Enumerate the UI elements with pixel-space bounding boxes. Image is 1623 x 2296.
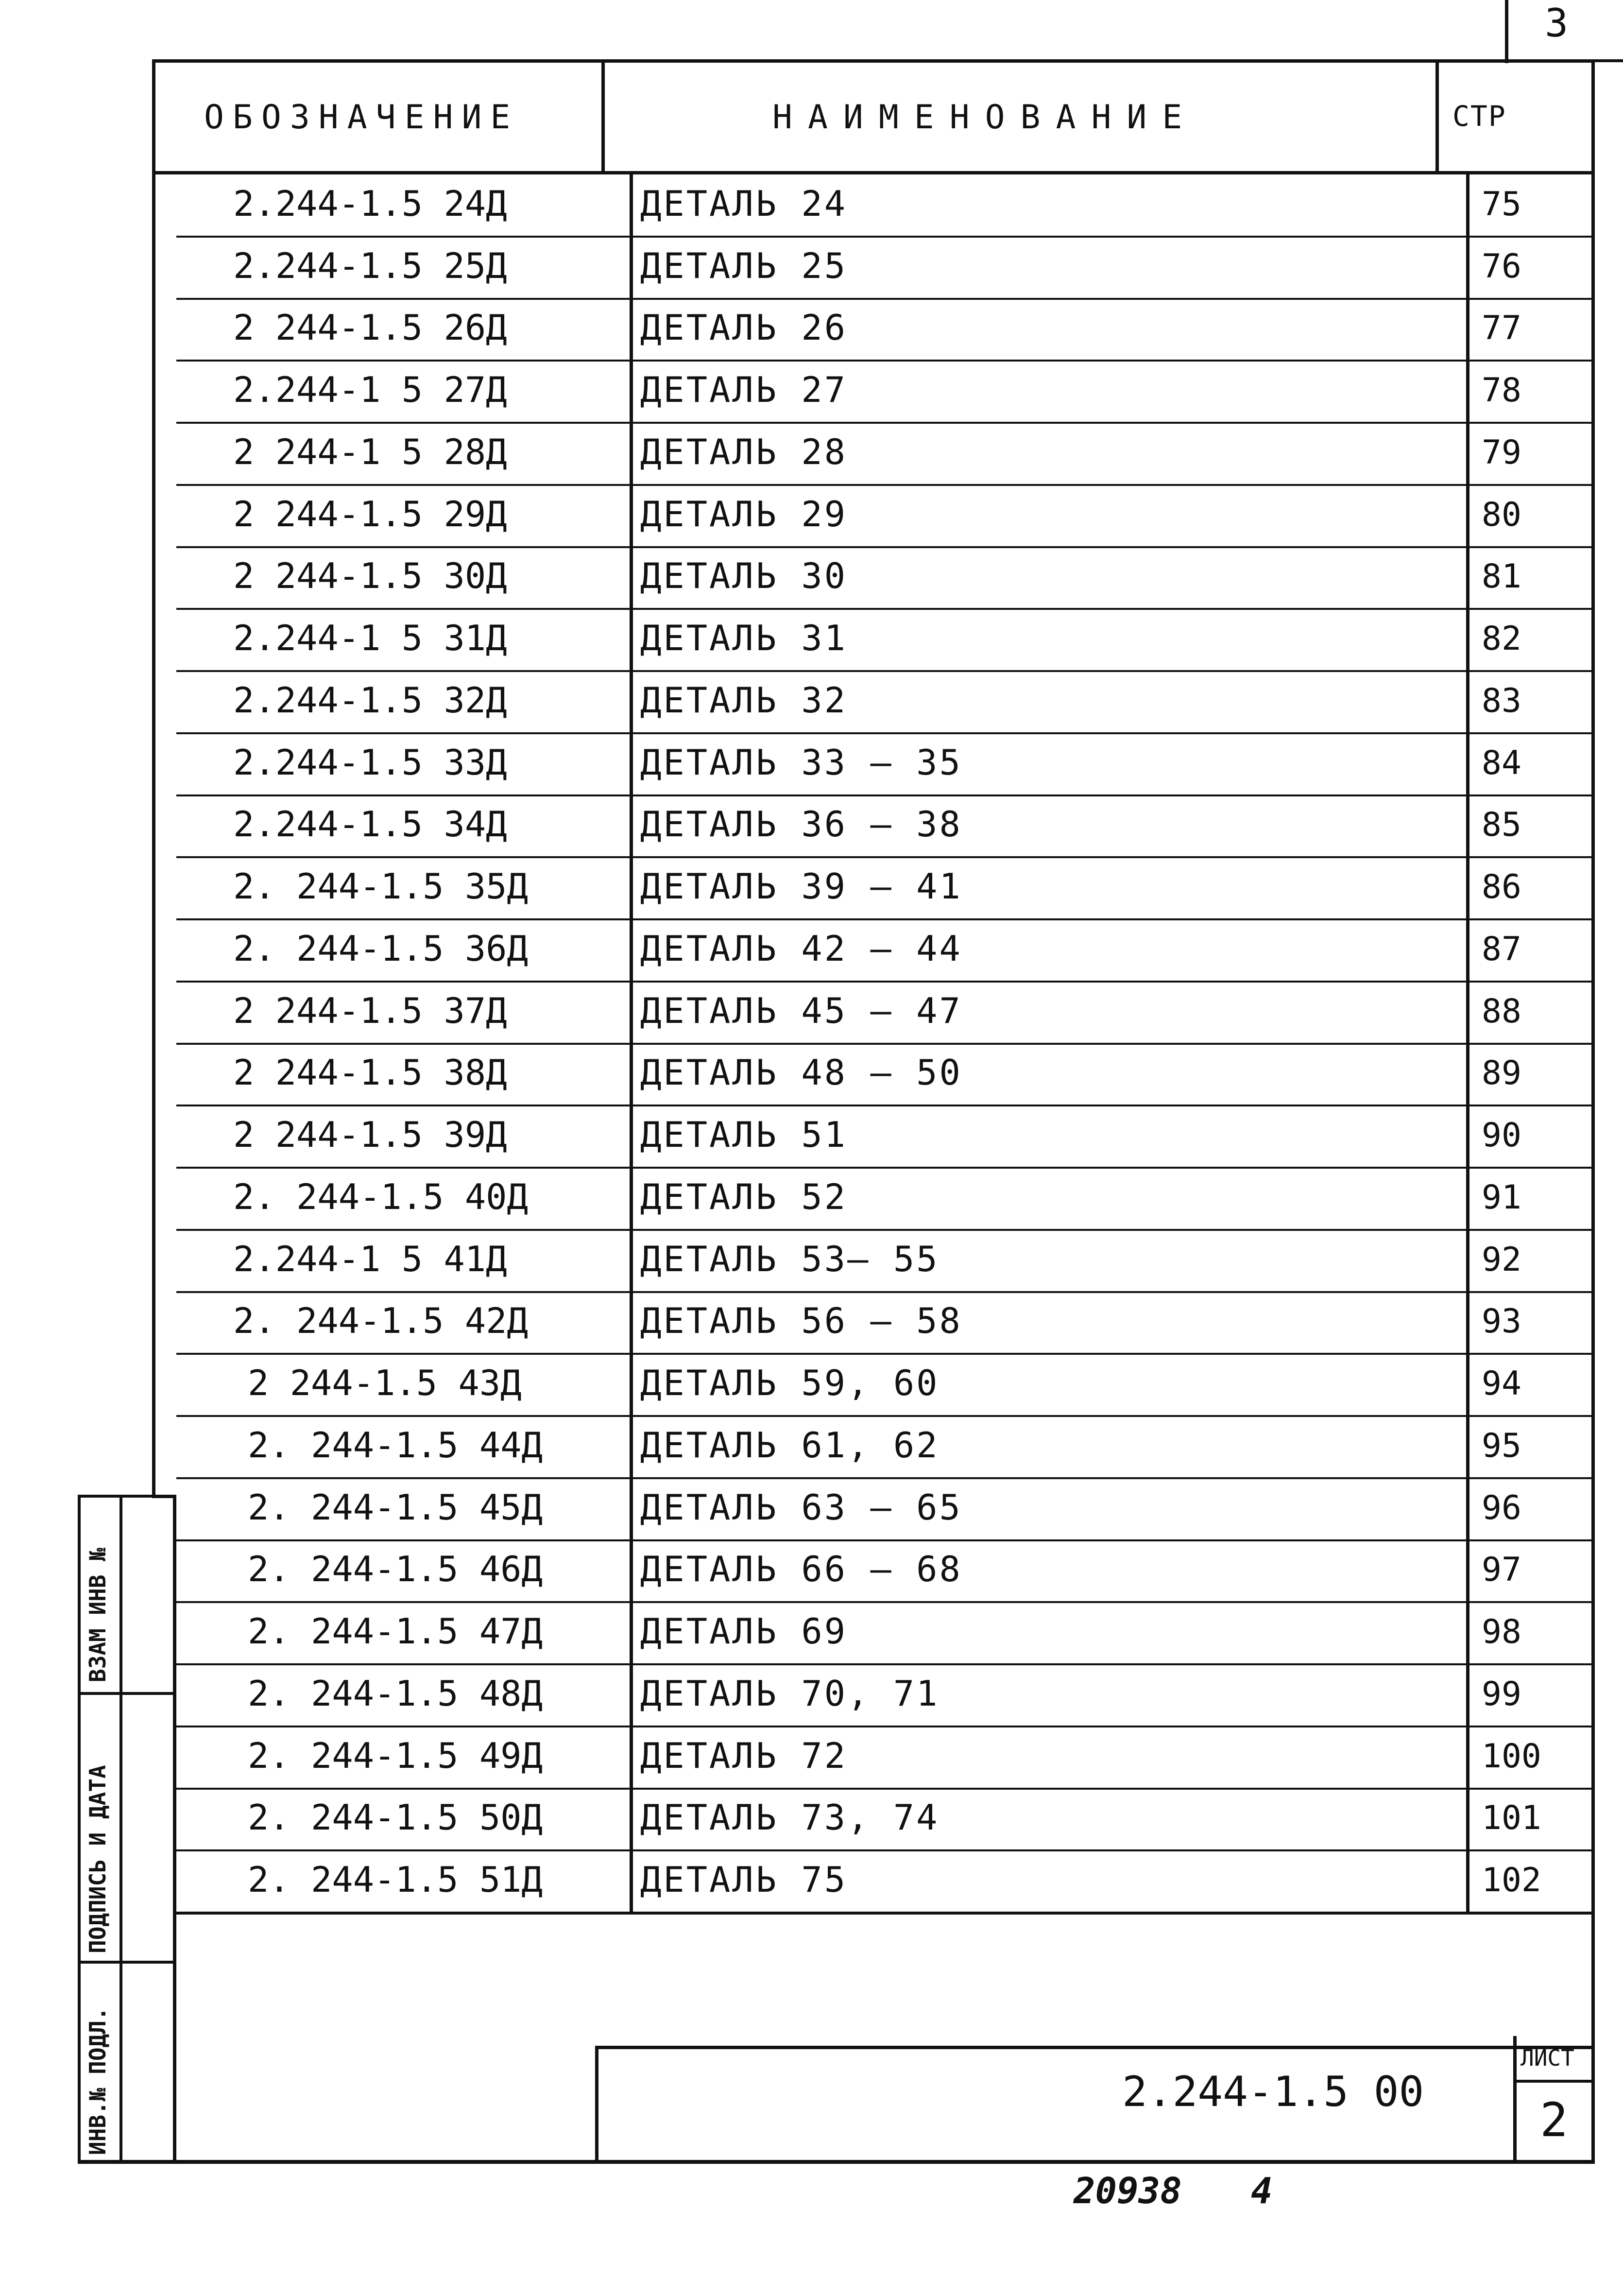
row-name: ДЕТАЛЬ 25 <box>640 245 848 286</box>
stamp-sign-date: ПОДПИСЬ И ДАТА <box>85 1765 111 1953</box>
row-page: 96 <box>1482 1488 1521 1527</box>
row-code: 2 244-1.5 43Д <box>248 1363 522 1404</box>
col-divider-2 <box>1435 59 1439 173</box>
stamp-top <box>78 1495 175 1498</box>
row-name: ДЕТАЛЬ 51 <box>640 1114 848 1156</box>
row-page: 94 <box>1482 1364 1521 1403</box>
row-rule <box>176 918 1595 920</box>
row-page: 75 <box>1482 185 1521 224</box>
row-code: 2. 244-1.5 50Д <box>248 1797 543 1838</box>
frame-left <box>152 59 155 1498</box>
row-code: 2.244-1.5 24Д <box>233 183 507 224</box>
row-page: 97 <box>1482 1551 1521 1589</box>
row-rule <box>176 236 1595 238</box>
frame-left-lower <box>173 1496 176 2162</box>
row-code: 2. 244-1.5 46Д <box>248 1549 543 1590</box>
header-rule <box>152 171 1595 174</box>
row-rule <box>176 1415 1595 1417</box>
row-rule <box>176 608 1595 610</box>
row-rule <box>176 422 1595 424</box>
row-rule <box>176 1105 1595 1106</box>
row-rule <box>176 1167 1595 1169</box>
row-code: 2.244-1 5 31Д <box>233 618 507 659</box>
row-page: 89 <box>1482 1054 1521 1093</box>
corner-divider <box>1505 0 1508 63</box>
row-code: 2. 244-1.5 48Д <box>248 1673 543 1714</box>
stamp-inv-podl: ИНВ.№ ПОДЛ. <box>85 2007 111 2155</box>
row-rule <box>176 1477 1595 1479</box>
row-name: ДЕТАЛЬ 29 <box>640 493 848 535</box>
sheet-label: ЛИСТ <box>1520 2045 1574 2071</box>
row-name: ДЕТАЛЬ 59, 60 <box>640 1363 940 1404</box>
stamp-right <box>120 1496 122 2162</box>
document-code: 2.244-1.5 00 <box>1122 2068 1424 2116</box>
row-rule <box>176 981 1595 983</box>
row-page: 77 <box>1482 309 1521 348</box>
row-code: 2. 244-1.5 51Д <box>248 1859 543 1900</box>
row-rule <box>176 298 1595 300</box>
row-code: 2 244-1.5 29Д <box>233 493 507 535</box>
row-page: 84 <box>1482 743 1521 782</box>
row-rule <box>176 546 1595 548</box>
row-name: ДЕТАЛЬ 31 <box>640 618 848 659</box>
frame-bottom <box>78 2160 1595 2164</box>
title-sheet-rule <box>1513 2080 1595 2083</box>
row-page: 90 <box>1482 1116 1521 1155</box>
row-code: 2 244-1.5 26Д <box>233 307 507 348</box>
row-name: ДЕТАЛЬ 75 <box>640 1859 848 1900</box>
row-rule <box>176 484 1595 486</box>
row-code: 2.244-1.5 32Д <box>233 679 507 721</box>
row-page: 95 <box>1482 1426 1521 1465</box>
stamp-div-2 <box>78 1961 175 1964</box>
row-code: 2. 244-1.5 47Д <box>248 1611 543 1652</box>
row-name: ДЕТАЛЬ 69 <box>640 1611 848 1652</box>
row-rule <box>176 670 1595 672</box>
stamp-left <box>78 1496 81 2162</box>
title-left <box>595 2046 598 2162</box>
row-name: ДЕТАЛЬ 32 <box>640 679 848 721</box>
stamp-inv-no: ВЗАМ ИНВ № <box>85 1548 111 1682</box>
row-page: 83 <box>1482 681 1521 720</box>
row-page: 91 <box>1482 1178 1521 1217</box>
row-rule <box>176 1353 1595 1355</box>
col-divider-1 <box>601 59 605 173</box>
row-page: 92 <box>1482 1240 1521 1279</box>
stamp-div-1 <box>78 1692 175 1695</box>
row-code: 2 244-1.5 38Д <box>233 1052 507 1093</box>
row-page: 87 <box>1482 930 1521 968</box>
row-name: ДЕТАЛЬ 61, 62 <box>640 1424 940 1466</box>
row-rule <box>176 794 1595 796</box>
row-page: 81 <box>1482 557 1521 596</box>
row-name: ДЕТАЛЬ 45 — 47 <box>640 990 962 1031</box>
row-name: ДЕТАЛЬ 36 — 38 <box>640 804 962 845</box>
row-rule <box>176 360 1595 362</box>
row-code: 2. 244-1.5 49Д <box>248 1735 543 1776</box>
frame-right <box>1591 59 1595 2163</box>
title-sheet-divider <box>1513 2036 1517 2162</box>
row-code: 2 244-1 5 28Д <box>233 431 507 472</box>
row-rule <box>176 1726 1595 1727</box>
row-rule <box>176 1663 1595 1665</box>
row-page: 101 <box>1482 1799 1541 1838</box>
table-bottom-rule <box>176 1912 1595 1915</box>
header-designation: ОБОЗНАЧЕНИЕ <box>204 98 519 137</box>
sheet-number: 2 <box>1540 2093 1568 2147</box>
row-code: 2 244-1.5 39Д <box>233 1114 507 1156</box>
row-code: 2.244-1.5 34Д <box>233 804 507 845</box>
row-rule <box>176 1291 1595 1293</box>
row-rule <box>176 856 1595 858</box>
row-page: 99 <box>1482 1675 1521 1713</box>
row-name: ДЕТАЛЬ 70, 71 <box>640 1673 940 1714</box>
row-code: 2. 244-1.5 40Д <box>233 1176 528 1217</box>
row-name: ДЕТАЛЬ 48 — 50 <box>640 1052 962 1093</box>
row-page: 100 <box>1482 1737 1541 1776</box>
row-page: 88 <box>1482 992 1521 1031</box>
row-code: 2. 244-1.5 44Д <box>248 1424 543 1466</box>
row-name: ДЕТАЛЬ 27 <box>640 369 848 411</box>
row-page: 86 <box>1482 868 1521 907</box>
row-rule <box>176 732 1595 734</box>
row-name: ДЕТАЛЬ 24 <box>640 183 848 224</box>
page-corner-number: 3 <box>1545 0 1569 46</box>
row-name: ДЕТАЛЬ 63 — 65 <box>640 1486 962 1528</box>
row-code: 2.244-1 5 27Д <box>233 369 507 411</box>
row-rule <box>176 1229 1595 1231</box>
copy-number: 4 <box>1251 2170 1273 2212</box>
title-top <box>595 2046 1595 2049</box>
row-rule <box>176 1601 1595 1603</box>
header-page: СТР <box>1452 100 1506 133</box>
row-name: ДЕТАЛЬ 52 <box>640 1176 848 1217</box>
row-rule <box>176 1539 1595 1541</box>
row-name: ДЕТАЛЬ 42 — 44 <box>640 928 962 969</box>
row-code: 2.244-1 5 41Д <box>233 1238 507 1279</box>
row-page: 79 <box>1482 433 1521 472</box>
row-code: 2. 244-1.5 35Д <box>233 866 528 907</box>
row-code: 2. 244-1.5 45Д <box>248 1486 543 1528</box>
row-name: ДЕТАЛЬ 66 — 68 <box>640 1549 962 1590</box>
row-page: 80 <box>1482 495 1521 534</box>
row-page: 76 <box>1482 247 1521 286</box>
row-name: ДЕТАЛЬ 73, 74 <box>640 1797 940 1838</box>
row-page: 93 <box>1482 1302 1521 1341</box>
row-page: 102 <box>1482 1861 1541 1900</box>
row-name: ДЕТАЛЬ 33 — 35 <box>640 742 962 783</box>
row-code: 2.244-1.5 25Д <box>233 245 507 286</box>
row-name: ДЕТАЛЬ 72 <box>640 1735 848 1776</box>
header-name: НАИМЕНОВАНИЕ <box>772 98 1198 137</box>
row-name: ДЕТАЛЬ 26 <box>640 307 848 348</box>
frame-top <box>152 59 1595 63</box>
row-code: 2. 244-1.5 36Д <box>233 928 528 969</box>
row-page: 98 <box>1482 1613 1521 1652</box>
row-page: 78 <box>1482 371 1521 410</box>
row-name: ДЕТАЛЬ 30 <box>640 555 848 597</box>
row-name: ДЕТАЛЬ 28 <box>640 431 848 472</box>
row-code: 2 244-1.5 30Д <box>233 555 507 597</box>
row-page: 85 <box>1482 806 1521 845</box>
row-rule <box>176 1043 1595 1045</box>
row-name: ДЕТАЛЬ 53— 55 <box>640 1238 940 1279</box>
row-rule <box>176 1788 1595 1790</box>
row-code: 2. 244-1.5 42Д <box>233 1300 528 1342</box>
row-page: 82 <box>1482 620 1521 658</box>
row-code: 2.244-1.5 33Д <box>233 742 507 783</box>
row-code: 2 244-1.5 37Д <box>233 990 507 1031</box>
archive-number: 20938 <box>1074 2170 1182 2212</box>
row-name: ДЕТАЛЬ 39 — 41 <box>640 866 962 907</box>
row-rule <box>176 1849 1595 1851</box>
row-name: ДЕТАЛЬ 56 — 58 <box>640 1300 962 1342</box>
